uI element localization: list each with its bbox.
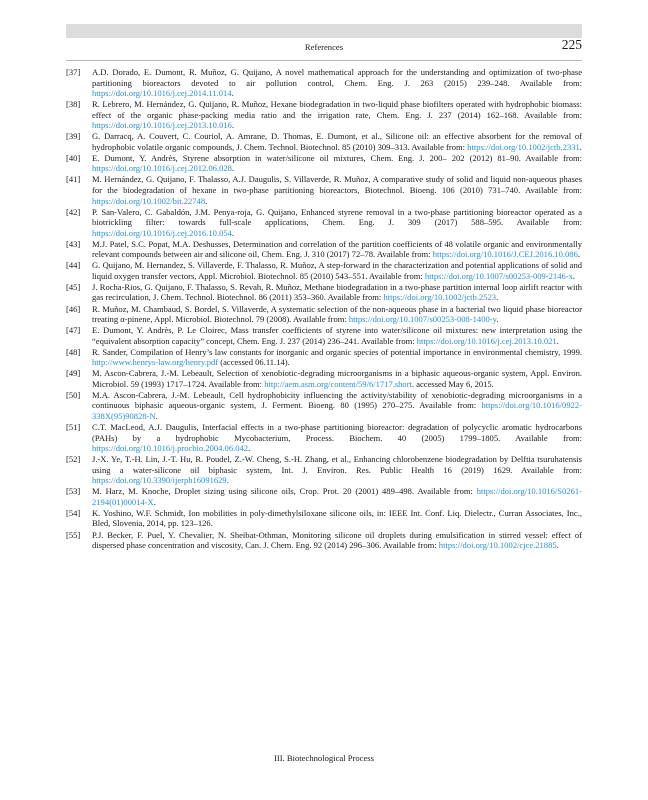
reference-item (66, 347, 582, 368)
reference-number: [54] (66, 507, 81, 518)
reference-text: M.A. Ascon-Cabrera, J.-M. Lebeault, Cell hydrophobicity influencing the activity/stability of xenobiotic-degrading microorganisms in a continuous biphasic aqueous-organic system, J. Ferment. Bioeng. 80 (1995) 270–275. Available from: (92, 389, 582, 411)
reference-text: E. Dumont, Y. Andrès, Styrene absorption in water/silicone oil mixtures, Chem. Eng. J. 200– 202 (2012) 81–90. Available from: (92, 152, 582, 163)
reference-item (66, 390, 582, 422)
reference-link[interactable]: http://aem.asm.org/content/59/6/1717.short (264, 378, 412, 389)
reference-link[interactable]: https://doi.org/10.1016/j.cej.2013.10.021 (416, 335, 557, 346)
reference-number: [48] (66, 346, 81, 357)
reference-link[interactable]: https://doi.org/10.1016/0922-338X(95)90828-N (92, 400, 582, 421)
reference-link[interactable]: https://doi.org/10.1016/j.cej.2016.10.054 (92, 227, 232, 238)
reference-tail: . (205, 195, 208, 206)
reference-text: J.-X. Ye, T.-H. Lin, J.-T. Hu, R. Poudel, Z.-W. Cheng, S.-H. Zhang, et al., Enhancing chlorobenzene biodegradation by Delftia tsuruhatensis using a water-silicone oil biphasic system, Int. J. Environ. Res. Public Health 16 (2019) 1629. Available from: (92, 454, 582, 475)
reference-item (66, 304, 582, 325)
reference-item (66, 454, 582, 486)
reference-link[interactable]: https://doi.org/10.1016/j.procbio.2004.06.042 (92, 443, 249, 454)
reference-tail: . (577, 249, 580, 260)
reference-text: E. Dumont, Y. Andrès, P. Le Cloirec, Mass transfer coefficients of styrene into water/silicone oil mixtures: new interpretation using the “equivalent absorption capacity” concept, Chem. Eng. J. 237 (2014) 236–241. Available from: (92, 325, 582, 346)
page-footer: III. Biotechnological Process (274, 753, 374, 763)
reference-number: [43] (66, 238, 81, 249)
reference-tail: . (153, 496, 156, 507)
reference-text: R. Sander, Compilation of Henry’s law constants for inorganic and organic species of potential importance in environmental chemistry, 1999. (92, 346, 582, 357)
reference-number: [40] (66, 152, 81, 163)
reference-item (66, 422, 582, 454)
reference-text: C.T. MacLeod, A.J. Daugulis, Interfacial effects in a two-phase partitioning bioreactor: degradation of polycyclic aromatic hydrocarbons (PAHs) by a hydrophobic Mycobacterium, Process. Biochem. 40 (2005) 1799–1805. Available from: (92, 422, 582, 443)
reference-tail: . (556, 540, 559, 551)
reference-tail: . (572, 270, 576, 281)
reference-number: [52] (66, 454, 81, 465)
reference-text: G. Darracq, A. Couvert, C. Couriol, A. Amrane, D. Thomas, E. Dumont, et al., Silicone oil: an effective absorbent for the removal of hydrophobic volatile organic compounds, J. Chem. Technol. Biotechnol. 85 (2010) 309–313. Available from: (92, 131, 582, 152)
reference-list (66, 67, 582, 551)
reference-link[interactable]: https://doi.org/10.3390/ijerph16091629 (92, 475, 227, 486)
reference-number: [55] (66, 529, 81, 540)
reference-tail: . (496, 292, 499, 303)
reference-text: P. San-Valero, C. Gabaldón, J.M. Penya-roja, G. Quijano, Enhanced styrene removal in a two-phase partitioning bioreactor operated as a biotrickling filter: towards full-scale applications, Chem. Eng. J. 309 (2017) 588–595. Available from: (92, 206, 582, 228)
reference-tail: (accessed 06.11.14). (218, 357, 290, 368)
reference-item (66, 486, 582, 507)
reference-number: [49] (66, 368, 81, 379)
reference-tail: . (231, 88, 234, 99)
reference-link[interactable]: https://doi.org/10.1007/s00253-008-1400-y (348, 314, 497, 325)
reference-tail: . (231, 227, 235, 238)
reference-number: [45] (66, 281, 81, 292)
reference-link[interactable]: https://doi.org/10.1002/cjce.21885 (438, 540, 557, 551)
reference-text: P.J. Becker, F. Puel, Y. Chevalier, N. Sheibat-Othman, Monitoring silicone oil droplets during emulsification in stirred vessel: effect of dispersed phase concentration and viscosity, Can. J. Chem. Eng. 92 (2014) 296–306. Available from: (92, 529, 582, 551)
reference-item (66, 282, 582, 303)
reference-item (66, 239, 582, 260)
reference-link[interactable]: http://www.henrys-law.org/henry.pdf (92, 357, 219, 368)
reference-item (66, 530, 582, 551)
reference-link[interactable]: https://doi.org/10.1002/jctb.2331 (467, 141, 580, 152)
reference-number: [51] (66, 422, 81, 433)
reference-text: M.J. Patel, S.C. Popat, M.A. Deshusses, Determination and correlation of the partition coefficients of 48 volatile organic and environmentally relevant compounds between air and silicone oil, Chem. Eng. J. 310 (2017) 72–78. Available from: (92, 238, 582, 260)
reference-text: G. Quijano, M. Hernandez, S. Villaverde, F. Thalasso, R. Muñoz, A step-forward in the characterization and potential applications of solid and liquid oxygen transfer vectors, Appl. Microbiol. Biotechnol. 85 (2010) 543–551. Available from: (92, 260, 582, 281)
reference-text: M. Harz, M. Knoche, Droplet sizing using silicone oils, Crop. Prot. 20 (2001) 489–498. Available from: (92, 486, 477, 497)
page-header (66, 38, 582, 61)
reference-number: [44] (66, 260, 81, 271)
reference-tail: . (231, 163, 235, 174)
reference-tail: . (155, 411, 158, 421)
reference-tail: . (496, 314, 499, 325)
reference-tail: . (556, 335, 559, 346)
reference-item (66, 67, 582, 99)
reference-number: [38] (66, 99, 81, 110)
reference-text: A.D. Dorado, E. Dumont, R. Muñoz, G. Quijano, A novel mathematical approach for the understanding and optimization of two-phase partitioning bioreactors devoted to air pollution control, Chem. Eng. J. 263 (2015) 239–248. Available from: (92, 67, 582, 88)
reference-item (66, 99, 582, 131)
reference-text: M. Hernández, G. Quijano, F. Thalasso, A.J. Daugulis, S. Villaverde, R. Muñoz, A comparative study of solid and liquid non-aqueous phases for the biodegradation of hexane in two-phase partitioning bioreactors, Biotechnol. Bioeng. 106 (2010) 731–740. Available from: (92, 174, 582, 196)
reference-number: [50] (66, 389, 81, 400)
reference-tail: . (231, 120, 235, 131)
reference-link[interactable]: https://doi.org/10.1016/S0261-2194(01)00014-X (92, 486, 582, 507)
reference-item (66, 368, 582, 389)
reference-number: [46] (66, 303, 81, 314)
reference-number: [47] (66, 325, 81, 336)
page-number: 225 (561, 37, 582, 52)
reference-link[interactable]: https://doi.org/10.1016/j.cej.2014.11.014 (92, 88, 232, 99)
reference-tail: . (579, 141, 582, 152)
reference-tail: . (248, 443, 251, 454)
reference-number: [39] (66, 131, 81, 142)
reference-link[interactable]: https://doi.org/10.1002/jctb.2523 (383, 292, 497, 303)
reference-link[interactable]: https://doi.org/10.1016/j.cej.2013.10.016 (92, 120, 232, 131)
reference-text: R. Muñoz, M. Chambaud, S. Bordel, S. Villaverde, A systematic selection of the non-aqueous phase in a bacterial two liquid phase bioreactor treating α-pinene, Appl. Microbiol. Biotechnol. 79 (2008). Available from: (92, 303, 582, 325)
reference-text: M. Ascon-Cabrera, J.-M. Lebeault, Selection of xenobiotic-degrading microorganisms in a biphasic aqueous-organic system, Appl. Environ. Microbiol. 59 (1993) 1717–1724. Available from: (92, 368, 582, 389)
reference-number: [53] (66, 486, 81, 497)
reference-number: [41] (66, 174, 81, 185)
reference-item (66, 153, 582, 174)
reference-text: R. Lebrero, M. Hernández, G. Quijano, R. Muñoz, Hexane biodegradation in two-liquid phase biofilters operated with hydrophobic biomass: effect of the organic phase-packing media ratio and the irrigation rate, Chem. Eng. J. 237 (2014) 162–168. Available from: (92, 99, 582, 120)
reference-link[interactable]: https://doi.org/10.1007/s00253-009-2146-x (424, 270, 573, 281)
reference-number: [37] (66, 67, 81, 77)
reference-number: [42] (66, 206, 81, 217)
reference-item (66, 131, 582, 152)
reference-item (66, 325, 582, 346)
reference-text: J. Rocha-Rios, G. Quijano, F. Thalasso, S. Revah, R. Muñoz, Methane biodegradation in a two-phase partition internal loop airlift reactor with gas recirculation, J. Chem. Technol. Biotechnol. 86 (2011) 353–360. Available from: (92, 281, 582, 303)
reference-link[interactable]: https://doi.org/10.1016/j.cej.2012.06.028 (92, 163, 232, 174)
reference-item (66, 174, 582, 206)
reference-text: K. Yoshino, W.F. Schmidt, Ion mobilities in poly-dimethylsiloxane silicone oils, in: IEEE Int. Conf. Liq. Dielectr., Curran Associates, Inc., Bled, Slovenia, 2014, pp. 123–126. (92, 507, 582, 529)
running-head: References (304, 42, 344, 52)
reference-item (66, 508, 582, 529)
reference-tail: . (226, 475, 229, 486)
reference-tail: . accessed May 6, 2015. (411, 378, 494, 389)
reference-item (66, 207, 582, 239)
reference-link[interactable]: https://doi.org/10.1016/J.CEJ.2016.10.086 (432, 249, 578, 260)
reference-link[interactable]: https://doi.org/10.1002/bit.22748 (92, 195, 206, 206)
reference-item (66, 260, 582, 281)
header-bar (66, 24, 582, 38)
